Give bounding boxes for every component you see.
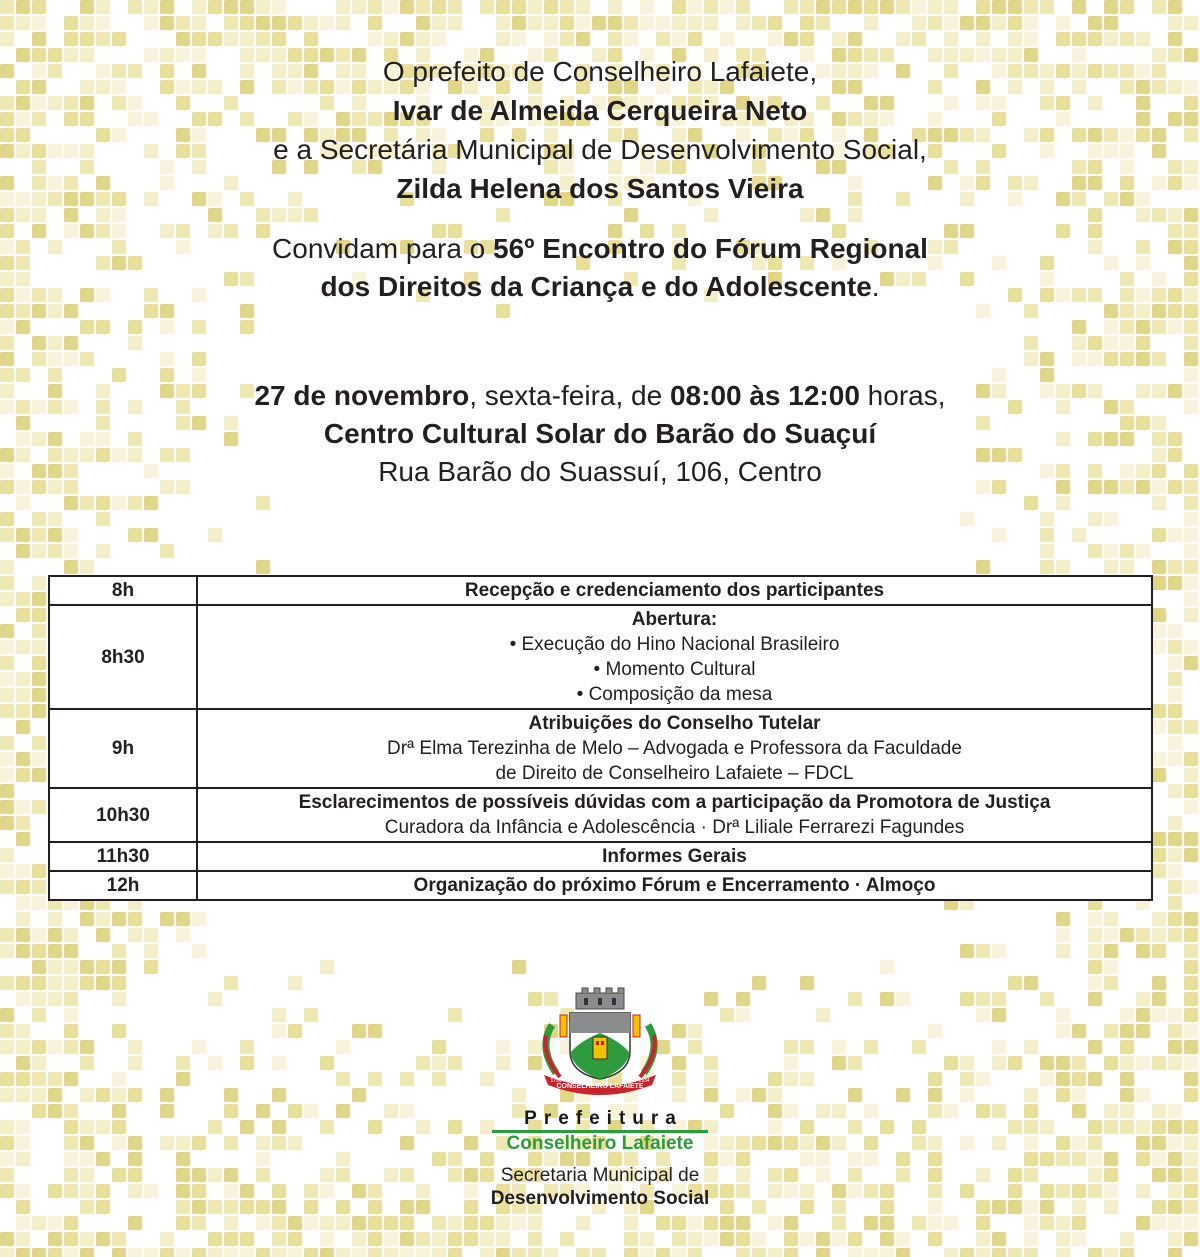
activity-title: Atribuições do Conselho Tutelar xyxy=(528,713,821,734)
brand-city: Conselheiro Lafaiete xyxy=(506,1133,694,1154)
activity-item: Curadora da Infância e Adolescência · Drª Liliale Ferrarezi Fagundes xyxy=(384,817,965,838)
footer-branding xyxy=(0,985,1200,1210)
schedule-table xyxy=(48,575,1153,901)
event-weekday: , sexta-feira, de xyxy=(469,380,670,411)
schedule-activity xyxy=(197,788,1152,842)
activity-title: Organização do próximo Fórum e Encerramento · Almoço xyxy=(413,875,936,896)
activity-item: • Execução do Hino Nacional Brasileiro xyxy=(509,634,840,655)
table-row xyxy=(49,605,1152,709)
event-time-range: 08:00 às 12:00 xyxy=(669,380,860,411)
activity-item: • Composição da mesa xyxy=(576,684,773,705)
table-row xyxy=(49,842,1152,871)
event-title-line-2: dos Direitos da Criança e do Adolescente xyxy=(320,271,872,302)
crest-ribbon-text: CONSELHEIRO LAFAIETE xyxy=(556,1083,644,1090)
schedule-time: 11h30 xyxy=(49,842,197,871)
table-row xyxy=(49,576,1152,605)
secretariat-line-1: Secretaria Municipal de xyxy=(500,1165,700,1186)
invite-line-2 xyxy=(0,268,1200,306)
event-hours-suffix: horas, xyxy=(859,380,946,411)
schedule-time: 10h30 xyxy=(49,788,197,842)
activity-item: de Direito de Conselheiro Lafaiete – FDCL xyxy=(495,763,854,784)
city-crest-icon xyxy=(530,985,670,1097)
brand-prefeitura: Prefeitura xyxy=(524,1108,683,1129)
invite-prefix: Convidam para o xyxy=(272,233,494,264)
event-venue: Centro Cultural Solar do Barão do Suaçuí xyxy=(323,418,877,449)
table-row xyxy=(49,788,1152,842)
activity-item: Drª Elma Terezinha de Melo – Advogada e Professora da Faculdade xyxy=(387,738,962,759)
intro-line-3: e a Secretária Municipal de Desenvolvimento Social, xyxy=(273,134,927,165)
schedule-time: 9h xyxy=(49,709,197,788)
schedule-time: 8h30 xyxy=(49,605,197,709)
schedule-activity xyxy=(197,576,1152,605)
table-row xyxy=(49,709,1152,788)
schedule-activity xyxy=(197,842,1152,871)
activity-title: Abertura: xyxy=(631,609,718,630)
event-address: Rua Barão do Suassuí, 106, Centro xyxy=(378,456,822,487)
secretary-name: Zilda Helena dos Santos Vieira xyxy=(396,173,804,204)
schedule-activity xyxy=(197,605,1152,709)
activity-title: Recepção e credenciamento dos participantes xyxy=(464,580,885,601)
schedule-activity xyxy=(197,709,1152,788)
schedule-time: 8h xyxy=(49,576,197,605)
invitation-intro xyxy=(0,52,1200,208)
secretariat-line-2: Desenvolvimento Social xyxy=(490,1188,710,1209)
schedule-activity xyxy=(197,871,1152,900)
invitation-event xyxy=(0,230,1200,306)
invite-line-1 xyxy=(0,230,1200,268)
event-date: 27 de novembro xyxy=(254,380,470,411)
intro-line-1: O prefeito de Conselheiro Lafaiete, xyxy=(382,56,818,87)
event-datetime xyxy=(0,377,1200,415)
event-title-line-1: 56º Encontro do Fórum Regional xyxy=(493,233,928,264)
activity-title: Esclarecimentos de possíveis dúvidas com a participação da Promotora de Justiça xyxy=(298,792,1051,813)
schedule-time: 12h xyxy=(49,871,197,900)
invite-period: . xyxy=(871,271,880,302)
table-row xyxy=(49,871,1152,900)
event-details xyxy=(0,377,1200,491)
crest-year-right: 1934 xyxy=(638,1078,650,1084)
activity-item: • Momento Cultural xyxy=(593,659,756,680)
mayor-name: Ivar de Almeida Cerqueira Neto xyxy=(392,95,808,126)
crest-year-left: 1790 xyxy=(550,1078,562,1084)
activity-title: Informes Gerais xyxy=(602,846,747,867)
